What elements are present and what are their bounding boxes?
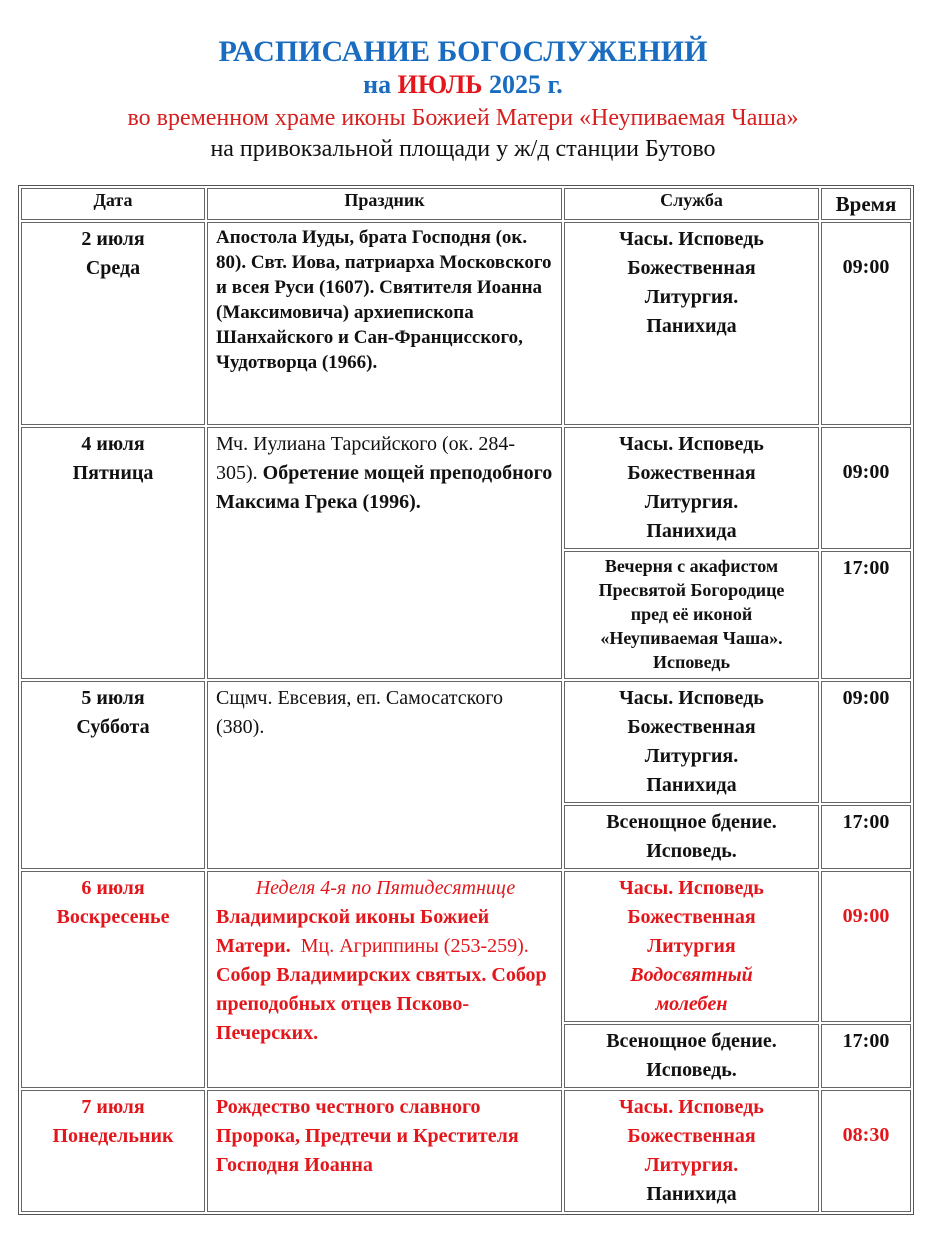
service-cell <box>564 805 819 869</box>
feast-cell <box>207 427 562 679</box>
date-cell <box>21 681 205 869</box>
feast-text: Апостола Иуды, брата Господня (ок. 80). Свт. Иова, патриарха Московского и всея Руси (1607). Святителя Иоанна (Максимовича) архиепископа Шанхайского и Сан-Францисского, Чудотворца (1966). <box>216 227 552 373</box>
date-cell <box>21 222 205 425</box>
service-line: Водосвятный <box>630 964 753 986</box>
weekday: Понедельник <box>52 1125 174 1147</box>
feast-text: Владимирской иконы Божией Матери. <box>216 906 490 957</box>
feast-text: Сщмч. Евсевия, еп. Самосатского (380). <box>216 687 504 738</box>
feast-sunday: Неделя 4-я по Пятидесятнице <box>255 877 516 899</box>
time-cell: 09:00 <box>821 427 911 549</box>
service-cell <box>564 681 819 803</box>
service-line: Часы. Исповедь <box>619 433 764 455</box>
feast-cell <box>207 222 562 425</box>
weekday: Среда <box>85 257 141 279</box>
service-line: Божественная <box>627 257 756 279</box>
service-line: Часы. Исповедь <box>619 877 764 899</box>
service-line: Вечерня с акафистом <box>604 556 779 576</box>
feast-cell <box>207 681 562 869</box>
service-cell <box>564 551 819 679</box>
date: 4 июля <box>81 433 145 455</box>
service-line: Всенощное бдение. <box>606 1030 777 1052</box>
table-row <box>21 681 911 803</box>
service-line: Литургия. <box>644 745 739 767</box>
service-cell <box>564 222 819 425</box>
time-cell: 08:30 <box>821 1090 911 1212</box>
service-line: Часы. Исповедь <box>619 1096 764 1118</box>
service-line: Божественная <box>627 462 756 484</box>
feast-cell <box>207 1090 562 1212</box>
service-line: Литургия. <box>644 491 739 513</box>
service-line: Божественная <box>627 1125 756 1147</box>
service-cell <box>564 1090 819 1212</box>
service-line: Панихида <box>646 774 737 796</box>
temple-location: на привокзальной площади у ж/д станции Бутово <box>210 136 716 162</box>
time-cell: 09:00 <box>821 222 911 425</box>
page-title: РАСПИСАНИЕ БОГОСЛУЖЕНИЙ <box>218 35 708 68</box>
time-cell: 09:00 <box>821 681 911 803</box>
service-line: Часы. Исповедь <box>619 228 764 250</box>
col-date: Дата <box>21 188 205 220</box>
service-cell <box>564 1024 819 1088</box>
service-line: «Неупиваемая Чаша». <box>600 628 783 648</box>
service-line: Литургия. <box>644 286 739 308</box>
feast-text: Мч. Иулиана Тарсийского (ок. 284-305). <box>216 433 515 484</box>
schedule-table <box>18 185 914 1215</box>
month-prefix: на <box>363 70 392 99</box>
page-header <box>0 34 926 164</box>
service-line: Панихида <box>646 1183 737 1205</box>
service-line: Божественная <box>627 906 756 928</box>
service-cell <box>564 427 819 549</box>
feast-text: Рождество честного славного Пророка, Предтечи и Крестителя Господня Иоанна <box>216 1096 519 1176</box>
date: 5 июля <box>81 687 145 709</box>
time-cell: 17:00 <box>821 1024 911 1088</box>
date: 7 июля <box>81 1096 145 1118</box>
service-line: молебен <box>655 993 728 1015</box>
table-header-row <box>21 188 911 220</box>
service-line: Часы. Исповедь <box>619 687 764 709</box>
feast-text: Собор Владимирских святых. Собор преподобных отцев Псково-Печерских. <box>216 964 547 1044</box>
date-cell <box>21 871 205 1088</box>
col-feast: Праздник <box>207 188 562 220</box>
service-line: Пресвятой Богородице <box>598 580 785 600</box>
temple-name: во временном храме иконы Божией Матери «Неупиваемая Чаша» <box>127 105 799 131</box>
service-line: Исповедь <box>652 652 730 672</box>
time-cell: 17:00 <box>821 551 911 679</box>
weekday: Воскресенье <box>56 906 170 928</box>
month: ИЮЛЬ <box>397 70 483 99</box>
time-cell: 17:00 <box>821 805 911 869</box>
year: 2025 г. <box>488 70 563 99</box>
weekday: Суббота <box>76 716 150 738</box>
feast-text: Обретение мощей преподобного Максима Грека (1996). <box>216 462 553 513</box>
date-cell <box>21 427 205 679</box>
table-row <box>21 222 911 425</box>
service-line: Литургия <box>647 935 736 957</box>
table-row <box>21 1090 911 1212</box>
service-line: Исповедь. <box>646 1059 737 1081</box>
date: 6 июля <box>81 877 145 899</box>
service-line: пред её иконой <box>630 604 753 624</box>
feast-cell <box>207 871 562 1088</box>
date: 2 июля <box>81 228 145 250</box>
service-line: Божественная <box>627 716 756 738</box>
weekday: Пятница <box>72 462 154 484</box>
col-time: Время <box>821 188 911 220</box>
table-row <box>21 871 911 1022</box>
month-line <box>0 70 926 100</box>
date-cell <box>21 1090 205 1212</box>
table-row <box>21 427 911 549</box>
time-cell: 09:00 <box>821 871 911 1022</box>
service-line: Всенощное бдение. <box>606 811 777 833</box>
service-line: Исповедь. <box>646 840 737 862</box>
feast-text: Мц. Агриппины (253-259). <box>300 935 529 957</box>
service-cell <box>564 871 819 1022</box>
service-line: Панихида <box>646 315 737 337</box>
service-line: Литургия. <box>644 1154 739 1176</box>
service-line: Панихида <box>646 520 737 542</box>
col-service: Служба <box>564 188 819 220</box>
